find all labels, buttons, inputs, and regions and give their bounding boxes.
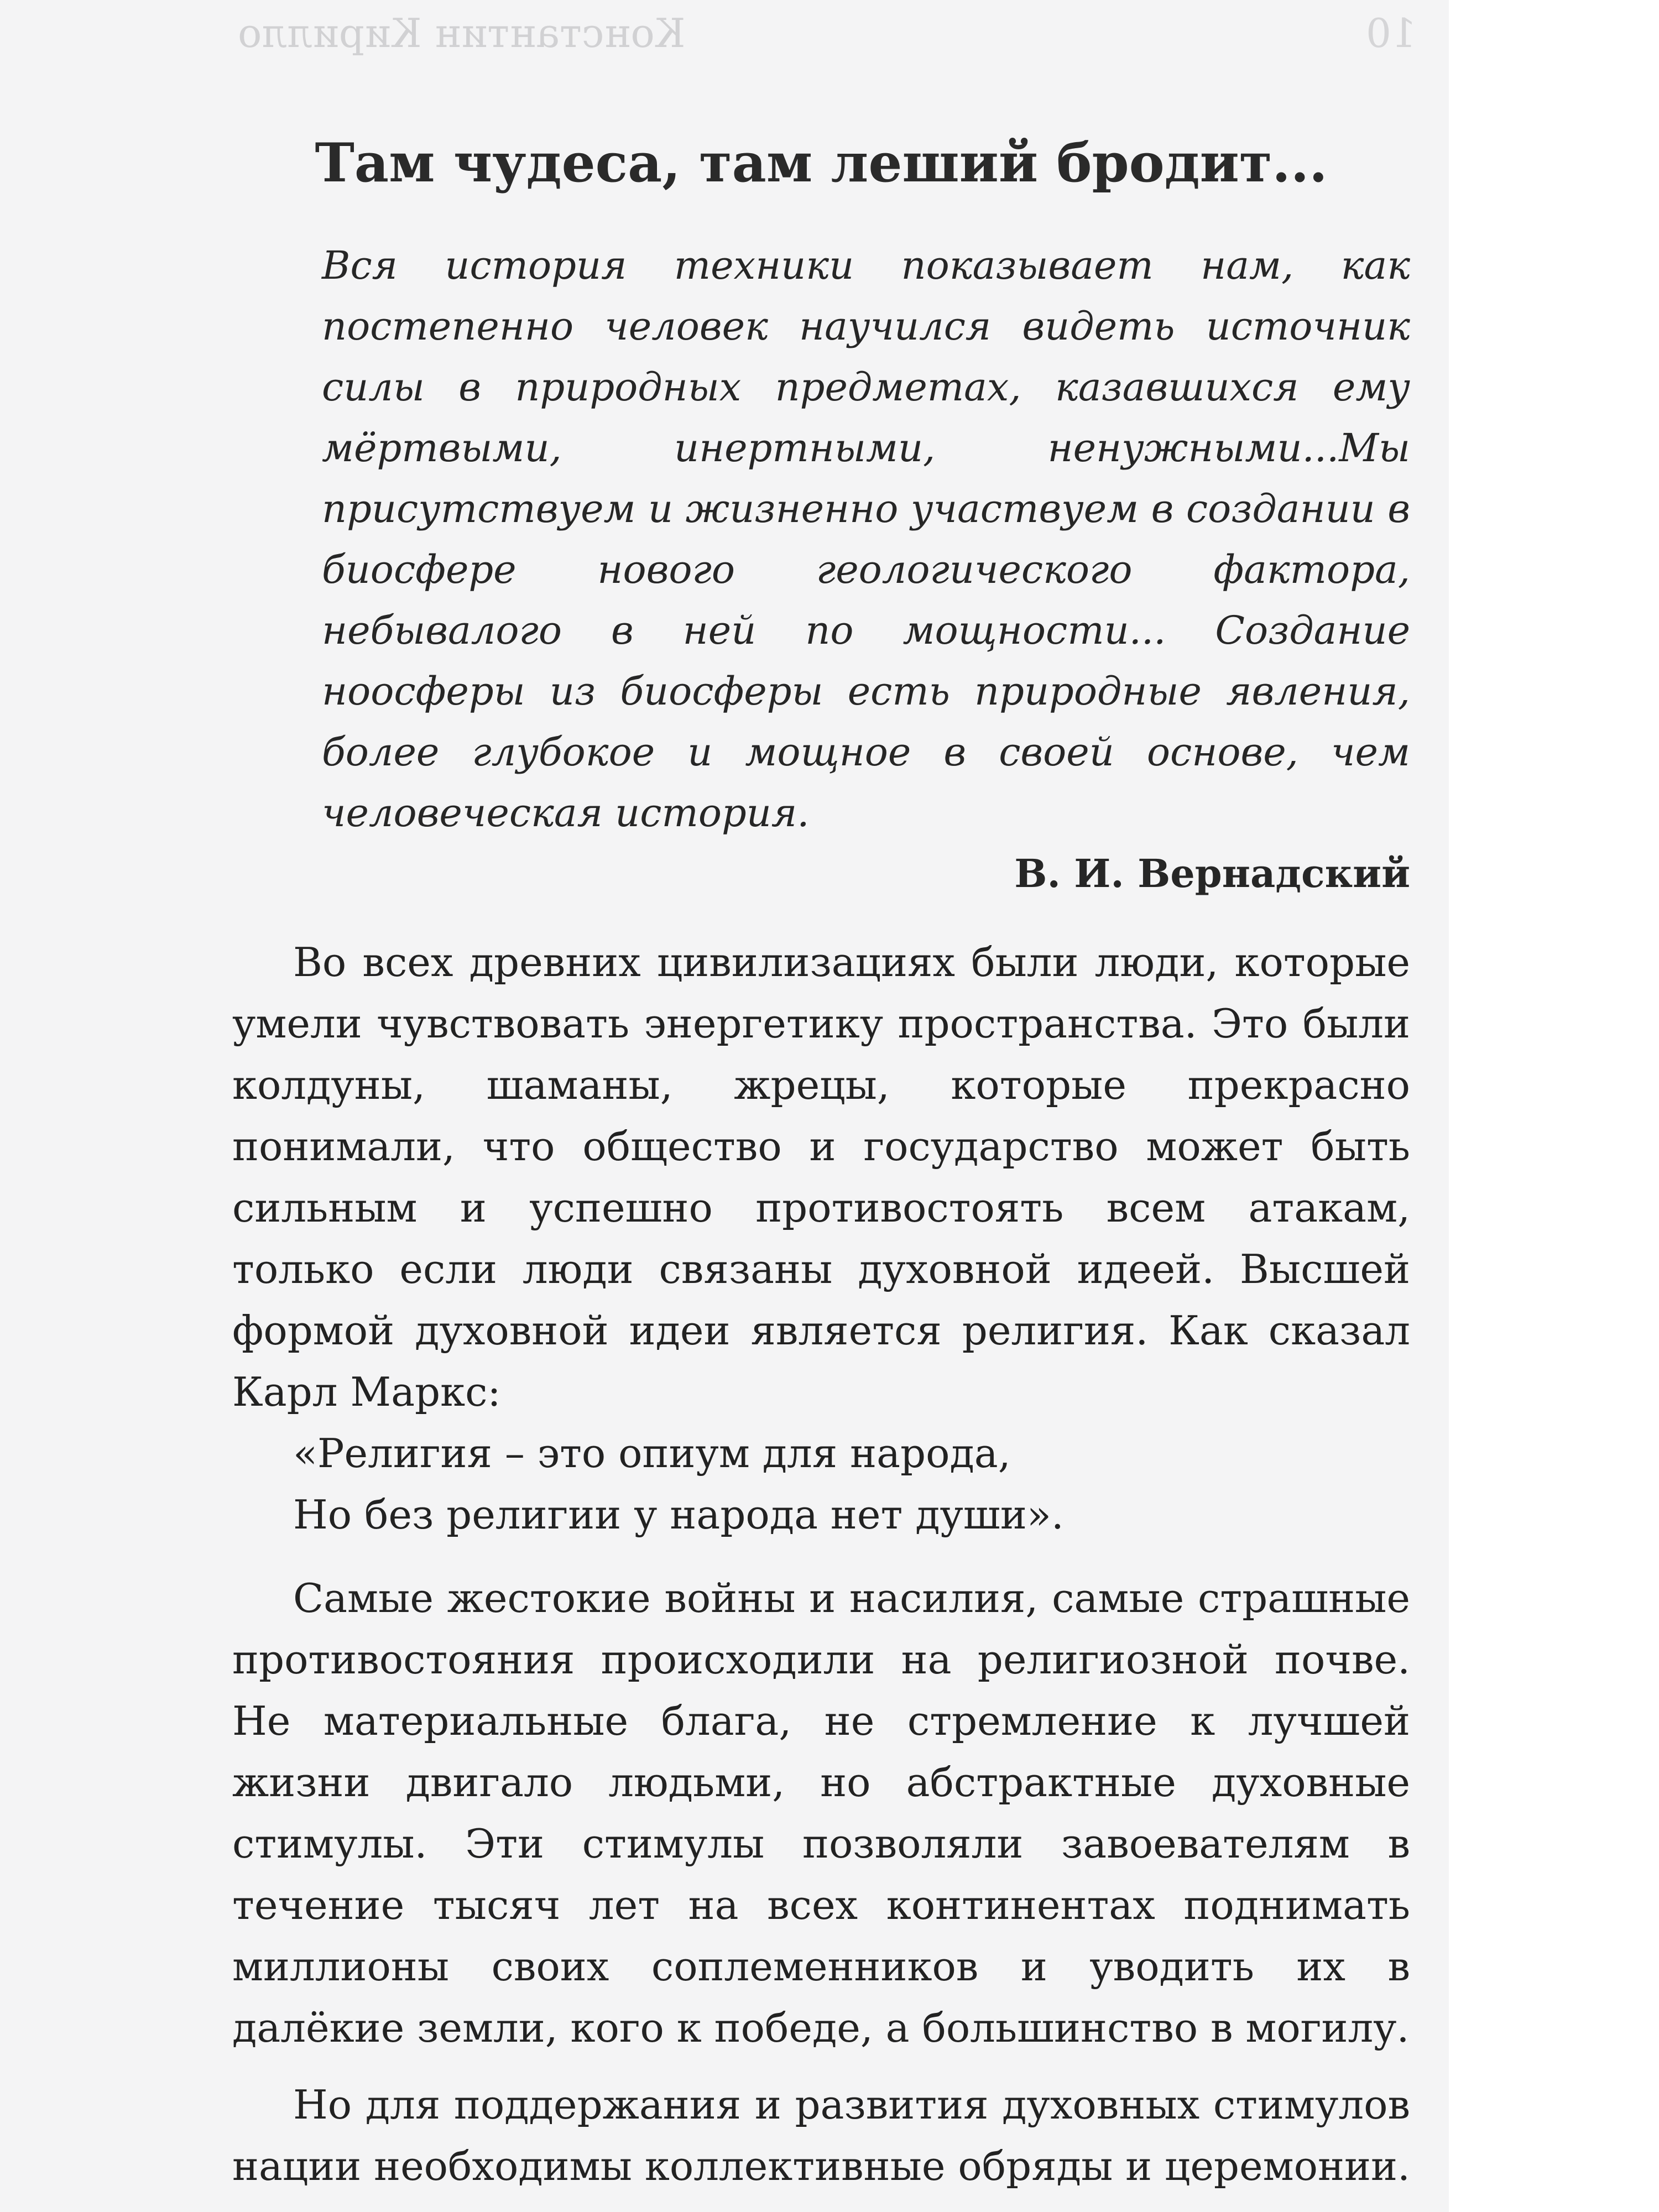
quote-line-2: Но без религии у народа нет души». [293, 1491, 1064, 1538]
chapter-title: Там чудеса, там леший бродит... [315, 132, 1328, 194]
body-paragraph-2: Самые жестокие войны и насилия, самые страшные противостояния происходили на религиозной почве. Не материальные блага, не стремление к лучшей жизни двигало людьми, но абстрактные духовные стимулы. Эти стимулы позволяли завоевателям в течение тысяч лет на всех континентах поднимать миллионы своих соплеменников и уводить их в далёкие земли, кого к победе, а большинство в могилу. [232, 1575, 1410, 2051]
page-content [232, 130, 1410, 2197]
quote-line-1: «Религия – это опиум для народа, [293, 1430, 1011, 1477]
mirrored-page-number: 10 [1366, 10, 1417, 56]
body-paragraph-3: Но для поддержания и развития духовных стимулов нации необходимы коллективные обряды и церемонии. [232, 2081, 1410, 2189]
marx-quote [232, 1423, 1410, 1546]
epigraph-text: Вся история техники показывает нам, как постепенно человек научился видеть источник силы в природных предметах, казавшихся ему мёртвыми, инертными, ненужными...Мы присутствуем и жизненно участвуем в создании в биосфере нового геологического фактора, небывалого в ней по мощности... Создание ноосферы из биосферы есть природные явления, более глубокое и мощное в своей основе, чем человеческая история. [322, 243, 1410, 836]
body-paragraph-1: Во всех древних цивилизациях были люди, которые умели чувствовать энергетику пространства. Это были колдуны, шаманы, жрецы, которые прекрасно понимали, что общество и государство может быть сильным и успешно противостоять всем атакам, только если люди связаны духовной идеей. Высшей формой духовной идеи является религия. Как сказал Карл Маркс: [232, 939, 1410, 1415]
paragraph-gap [232, 2059, 1410, 2074]
mirrored-running-head: Константин Кирилло [238, 10, 686, 56]
epigraph-author: В. И. Вернадский [1014, 851, 1410, 896]
